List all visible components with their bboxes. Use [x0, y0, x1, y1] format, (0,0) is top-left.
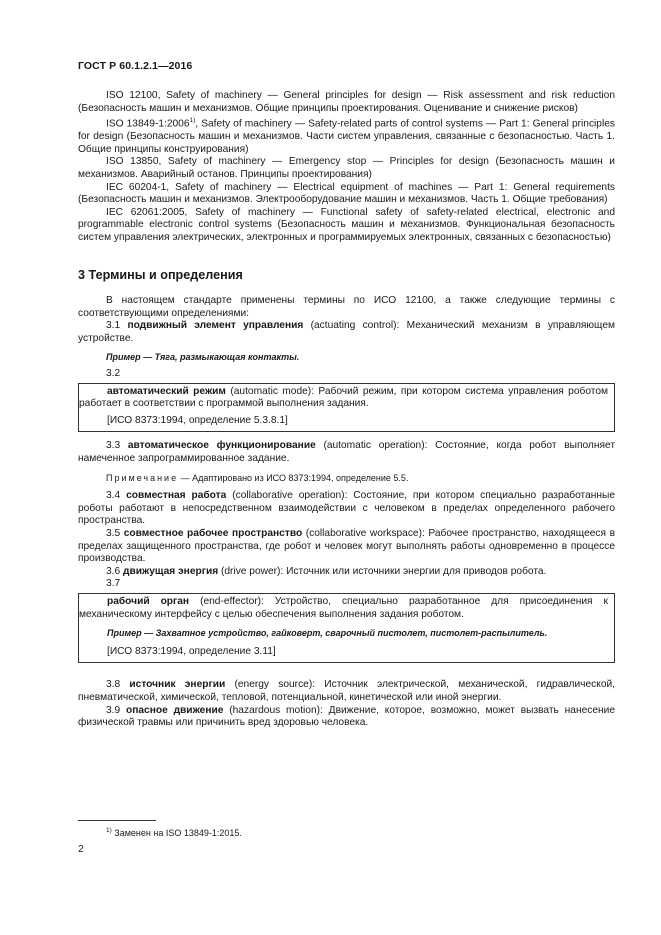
term-3-2: автоматический режим (automatic mode): Рабочий режим, при котором система управления роботом работает в соответствии с программой выполнения задания.	[79, 385, 608, 410]
reference-iso-12100: ISO 12100, Safety of machinery — General principles for design — Risk assessment and risk reduction (Безопасность машин и механизмов. Общие принципы проектирования. Оценивание и снижение рисков)	[78, 90, 615, 114]
document-header: ГОСТ Р 60.1.2.1—2016	[78, 60, 193, 72]
term-3-3: 3.3 автоматическое функционирование (automatic operation): Состояние, когда робот выполняет намеченное запрограммированное задание.	[78, 440, 615, 465]
term-3-7: рабочий орган (end-effector): Устройство, специально разработанное для присоединения к механическому интерфейсу с целью обеспечения выполнения задания роботом.	[79, 595, 608, 620]
term-name: опасное движение	[126, 704, 224, 716]
example-3-1: Пример — Тяга, размыкающая контакты.	[106, 352, 300, 363]
note-3-3: Примечание — Адаптировано из ИСО 8373:1994, определение 5.5.	[106, 472, 409, 483]
section-intro: В настоящем стандарте применены термины по ИСО 12100, а также следующие термины с соответствующими определениями:	[78, 295, 615, 319]
term-name: совместная работа	[126, 490, 227, 502]
term-name: движущая энергия	[123, 565, 219, 577]
term-3-2-box	[78, 383, 615, 433]
page-number: 2	[78, 843, 84, 855]
spacer	[78, 671, 615, 679]
term-name: автоматический режим	[107, 385, 226, 397]
term-name: рабочий орган	[107, 595, 190, 607]
term-3-7-box	[78, 593, 615, 663]
reference-iso-13849: ISO 13849-1:2006$^{1)}$, Safety of machinery — Safety-related parts of control systems — Part 1: General principles for design (Безопасность машин и механизмов. Части систем управления, связанные с безопасностью. Часть 1. Общие принципы конструирования)	[78, 117, 615, 155]
example-3-7: Пример — Захватное устройство, гайковерт, сварочный пистолет, пистолет-распылитель.	[107, 628, 548, 639]
term-3-7-source: [ИСО 8373:1994, определение 3.11]	[107, 645, 276, 657]
term-3-6: 3.6 движущая энергия (drive power): Источник или источники энергии для приводов робота.	[106, 565, 547, 577]
term-3-5: 3.5 совместное рабочее пространство (collaborative workspace): Рабочее пространство, находящееся в пределах защищенного пространства, где робот и человек могут выполнять работы одновременно в процессе производства.	[78, 528, 615, 565]
term-3-7-number: 3.7	[106, 578, 121, 590]
footnote: $^{1)}$ Заменен на ISO 13849-1:2015.	[106, 827, 242, 838]
term-name: подвижный элемент управления	[127, 320, 304, 332]
term-name: совместное рабочее пространство	[123, 528, 303, 540]
term-3-2-number: 3.2	[106, 368, 121, 380]
term-3-4: 3.4 совместная работа (collaborative operation): Состояние, при котором специально разработанные роботы работают в непосредственном взаимодействии с человеком в пределах определенного рабочего пространства.	[78, 490, 616, 527]
term-3-9: 3.9 опасное движение (hazardous motion): Движение, которое, возможно, может вызвать нанесение физической травмы или причинить вред здоровью человека.	[78, 704, 615, 729]
reference-iec-62061: IEC 62061:2005, Safety of machinery — Functional safety of safety-related electrical, electronic and programmable electronic control systems (Безопасность машин и механизмов. Функциональная безопасность систем управления электрических, электронных и программируемых электронных, связанных с безопасностью)	[78, 206, 615, 243]
term-name: автоматическое функционирование	[127, 440, 316, 452]
document-body	[78, 90, 615, 730]
footnote-divider	[78, 820, 156, 821]
footnote-reference: 1)	[189, 117, 196, 125]
reference-iso-13850: ISO 13850, Safety of machinery — Emergency stop — Principles for design (Безопасность машин и механизмов. Аварийный останов. Принципы проектирования)	[78, 156, 615, 180]
term-3-1: 3.1 подвижный элемент управления (actuating control): Механический механизм в управляющем устройстве.	[78, 320, 615, 344]
term-3-8: 3.8 источник энергии (energy source): Источник электрической, механической, гидравлической, пневматической, химической, тепловой, потенциальной, кинетической или иной энергии.	[78, 679, 616, 703]
section-title: 3 Термины и определения	[78, 267, 243, 282]
term-name: источник энергии	[129, 679, 226, 691]
reference-iec-60204: IEC 60204-1, Safety of machinery — Electrical equipment of machines — Part 1: General requirements (Безопасность машин и механизмов. Электрооборудование машин и механизмов. Часть 1. Общие требования)	[78, 181, 615, 206]
term-3-2-source: [ИСО 8373:1994, определение 5.3.8.1]	[107, 414, 288, 426]
